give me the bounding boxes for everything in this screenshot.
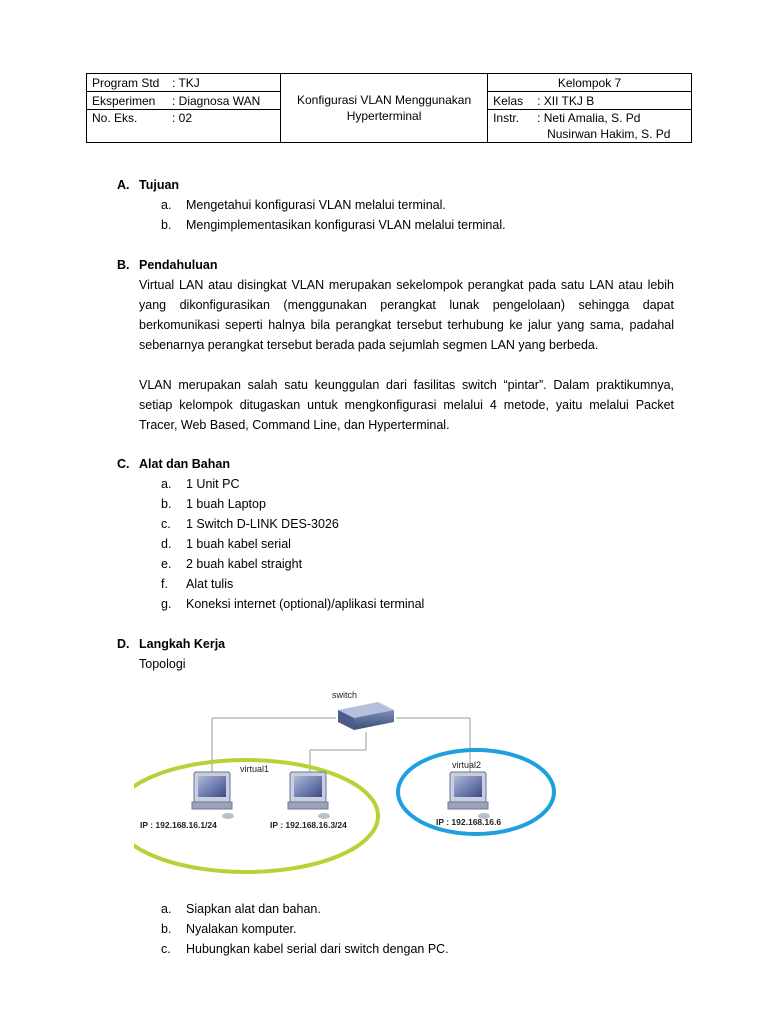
title-line-2: Hyperterminal [346,109,422,123]
pc-icon [448,772,490,819]
section-title: Pendahuluan [139,258,218,272]
header-table [86,73,692,143]
pc1-ip-label: IP : 192.168.16.1/24 [140,820,217,830]
list-item [161,577,233,591]
instr-value-2: Nusirwan Hakim, S. Pd [547,127,671,141]
section-c-heading [117,457,230,471]
list-letter: a. [161,198,172,212]
list-item [161,198,446,212]
section-d-heading [117,637,225,651]
section-b-heading [117,258,217,272]
kelas-label: Kelas [493,93,524,108]
section-a-heading [117,178,179,192]
eksperimen-label: Eksperimen [92,93,156,108]
list-item [161,477,240,491]
topology-subtitle: Topologi [139,657,186,671]
instr-label: Instr. [493,111,520,125]
no-eks-value: : 02 [172,111,193,125]
list-text: 2 buah kabel straight [186,557,303,571]
section-title: Tujuan [139,178,180,192]
list-item [161,497,266,511]
section-letter: A. [117,178,130,192]
list-item [161,597,424,611]
list-letter: a. [161,477,172,491]
pc2-ip-label: IP : 192.168.16.3/24 [270,820,347,830]
list-letter: f. [161,577,168,591]
list-letter: a. [161,902,172,916]
switch-label: switch [332,690,358,700]
list-item [161,942,449,956]
list-text: Alat tulis [186,577,234,591]
intro-paragraph-2: VLAN merupakan salah satu keunggulan dari fasilitas switch “pintar”. Dalam praktikumnya, setiap kelompok ditugaskan untuk mengkonfigurasi melalui 4 metode, yaitu melalui Packet Tracer, Web Based, Command Line, dan Hyperterminal. [139,378,674,432]
kelas-value: : XII TKJ B [537,93,595,108]
list-text: 1 Unit PC [186,477,240,491]
list-text: Koneksi internet (optional)/aplikasi terminal [186,597,425,611]
kelompok-cell: Kelompok 7 [488,74,692,92]
program-std-cell [87,74,281,92]
list-item [161,218,506,232]
kelas-cell [488,92,692,110]
title-line-1: Konfigurasi VLAN Menggunakan [297,93,472,107]
list-letter: b. [161,218,172,232]
vlan1-boundary [134,760,378,872]
section-letter: B. [117,258,130,272]
instr-value-1: : Neti Amalia, S. Pd [537,111,641,125]
section-title: Alat dan Bahan [139,457,230,471]
switch-icon [338,702,394,730]
list-letter: g. [161,597,172,611]
list-text: Mengetahui konfigurasi VLAN melalui terminal. [186,198,446,212]
list-item [161,557,302,571]
list-letter: b. [161,497,172,511]
instr-cell [488,110,692,143]
program-std-value: : TKJ [172,75,200,90]
list-text: Mengimplementasikan konfigurasi VLAN melalui terminal. [186,218,506,232]
eksperimen-cell [87,92,281,110]
no-eks-cell [87,110,281,143]
list-letter: c. [161,517,171,531]
eksperimen-value: : Diagnosa WAN [172,93,261,108]
list-item [161,922,296,936]
pc-icon [192,772,234,819]
list-text: Nyalakan komputer. [186,922,297,936]
list-letter: c. [161,942,171,956]
vlan1-label: virtual1 [240,764,270,774]
list-item [161,517,339,531]
list-letter: e. [161,557,172,571]
section-letter: C. [117,457,130,471]
program-std-label: Program Std [92,75,160,90]
pc-icon [288,772,330,819]
list-item [161,902,321,916]
section-letter: D. [117,637,130,651]
list-item [161,537,291,551]
intro-paragraph-1: Virtual LAN atau disingkat VLAN merupakan sekelompok perangkat pada satu LAN atau lebih yang dikonfigurasikan (menggunakan perangkat lunak pengelolaan) sehingga dapat berkomunikasi seperti halnya bila perangkat tersebut terhubung ke jalur yang sama, padahal sebenarnya perangkat tersebut berada pada sejumlah segmen LAN yang berbeda. [139,278,674,352]
pc3-ip-label: IP : 192.168.16.6 [436,817,502,827]
list-text: 1 Switch D-LINK DES-3026 [186,517,339,531]
section-title: Langkah Kerja [139,637,226,651]
no-eks-label: No. Eks. [92,111,138,125]
list-text: 1 buah kabel serial [186,537,291,551]
list-text: Siapkan alat dan bahan. [186,902,321,916]
network-topology-diagram [134,684,560,884]
list-letter: b. [161,922,172,936]
list-letter: d. [161,537,172,551]
list-text: Hubungkan kabel serial dari switch dengan PC. [186,942,449,956]
list-text: 1 buah Laptop [186,497,266,511]
vlan2-label: virtual2 [452,760,482,770]
document-title [281,74,488,143]
